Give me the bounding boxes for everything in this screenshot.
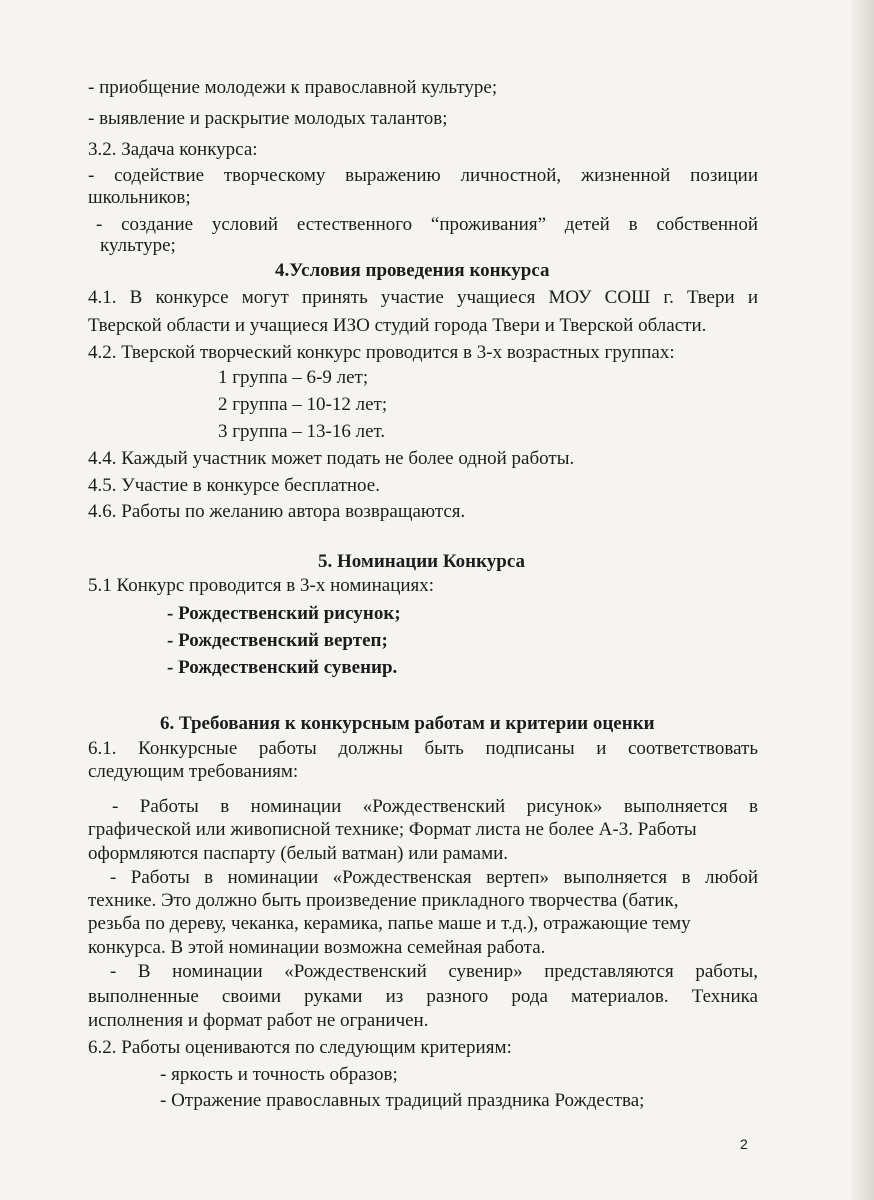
section-heading-5: 5. Номинации Конкурса — [318, 551, 526, 572]
text-line: - выявление и раскрытие молодых талантов; — [88, 108, 448, 129]
text-line: 4.4. Каждый участник может подать не более одной работы. — [88, 448, 575, 469]
nomination-item: - Рождественский вертеп; — [167, 630, 388, 651]
text-line: следующим требованиям: — [88, 761, 299, 782]
text-line: технике. Это должно быть произведение прикладного творчества (батик, — [88, 890, 679, 911]
text-line: исполнения и формат работ не ограничен. — [88, 1010, 429, 1031]
text-line: культуре; — [100, 235, 176, 256]
text-line: 4.1. В конкурсе могут принять участие учащиеся МОУ СОШ г. Твери и — [88, 287, 758, 308]
text-line: графической или живописной технике; Формат листа не более А-3. Работы — [88, 819, 697, 840]
text-line: 6.2. Работы оцениваются по следующим критериям: — [88, 1037, 512, 1058]
text-line: - Работы в номинации «Рождественская вертеп» выполняется в любой — [110, 867, 758, 888]
nomination-item: - Рождественский сувенир. — [167, 657, 398, 678]
section-heading-4: 4.Условия проведения конкурса — [275, 260, 550, 281]
nomination-item: - Рождественский рисунок; — [167, 603, 401, 624]
text-line: - В номинации «Рождественский сувенир» представляются работы, — [110, 961, 758, 982]
text-line: 5.1 Конкурс проводится в 3-х номинациях: — [88, 575, 435, 596]
text-line: резьба по дереву, чеканка, керамика, папье маше и т.д.), отражающие тему — [88, 913, 691, 934]
text-line: оформляются паспарту (белый ватман) или рамами. — [88, 843, 509, 864]
text-line: выполненные своими руками из разного рода материалов. Техника — [88, 986, 758, 1007]
text-line: 4.5. Участие в конкурсе бесплатное. — [88, 475, 380, 496]
age-group-item: 3 группа – 13-16 лет. — [218, 421, 386, 442]
age-group-item: 1 группа – 6-9 лет; — [218, 367, 369, 388]
text-line: - создание условий естественного “проживания” детей в собственной — [96, 214, 758, 235]
criteria-item: - Отражение православных традиций праздника Рождества; — [160, 1090, 645, 1111]
text-line: 4.6. Работы по желанию автора возвращаются. — [88, 501, 466, 522]
page-number: 2 — [740, 1136, 748, 1152]
text-line: - Работы в номинации «Рождественский рисунок» выполняется в — [112, 796, 758, 817]
text-line: школьников; — [88, 187, 191, 208]
text-line: 4.2. Тверской творческий конкурс проводится в 3-х возрастных группах: — [88, 342, 675, 363]
text-line: - приобщение молодежи к православной культуре; — [88, 77, 498, 98]
text-line: 6.1. Конкурсные работы должны быть подписаны и соответствовать — [88, 738, 758, 759]
section-heading-6: 6. Требования к конкурсным работам и критерии оценки — [160, 713, 655, 734]
text-line: - содействие творческому выражению личностной, жизненной позиции — [88, 165, 758, 186]
page-edge-shadow — [852, 0, 874, 1200]
age-group-item: 2 группа – 10-12 лет; — [218, 394, 388, 415]
text-line: Тверской области и учащиеся ИЗО студий города Твери и Тверской области. — [88, 315, 707, 336]
criteria-item: - яркость и точность образов; — [160, 1064, 398, 1085]
text-line: конкурса. В этой номинации возможна семейная работа. — [88, 937, 546, 958]
text-line: 3.2. Задача конкурса: — [88, 139, 258, 160]
